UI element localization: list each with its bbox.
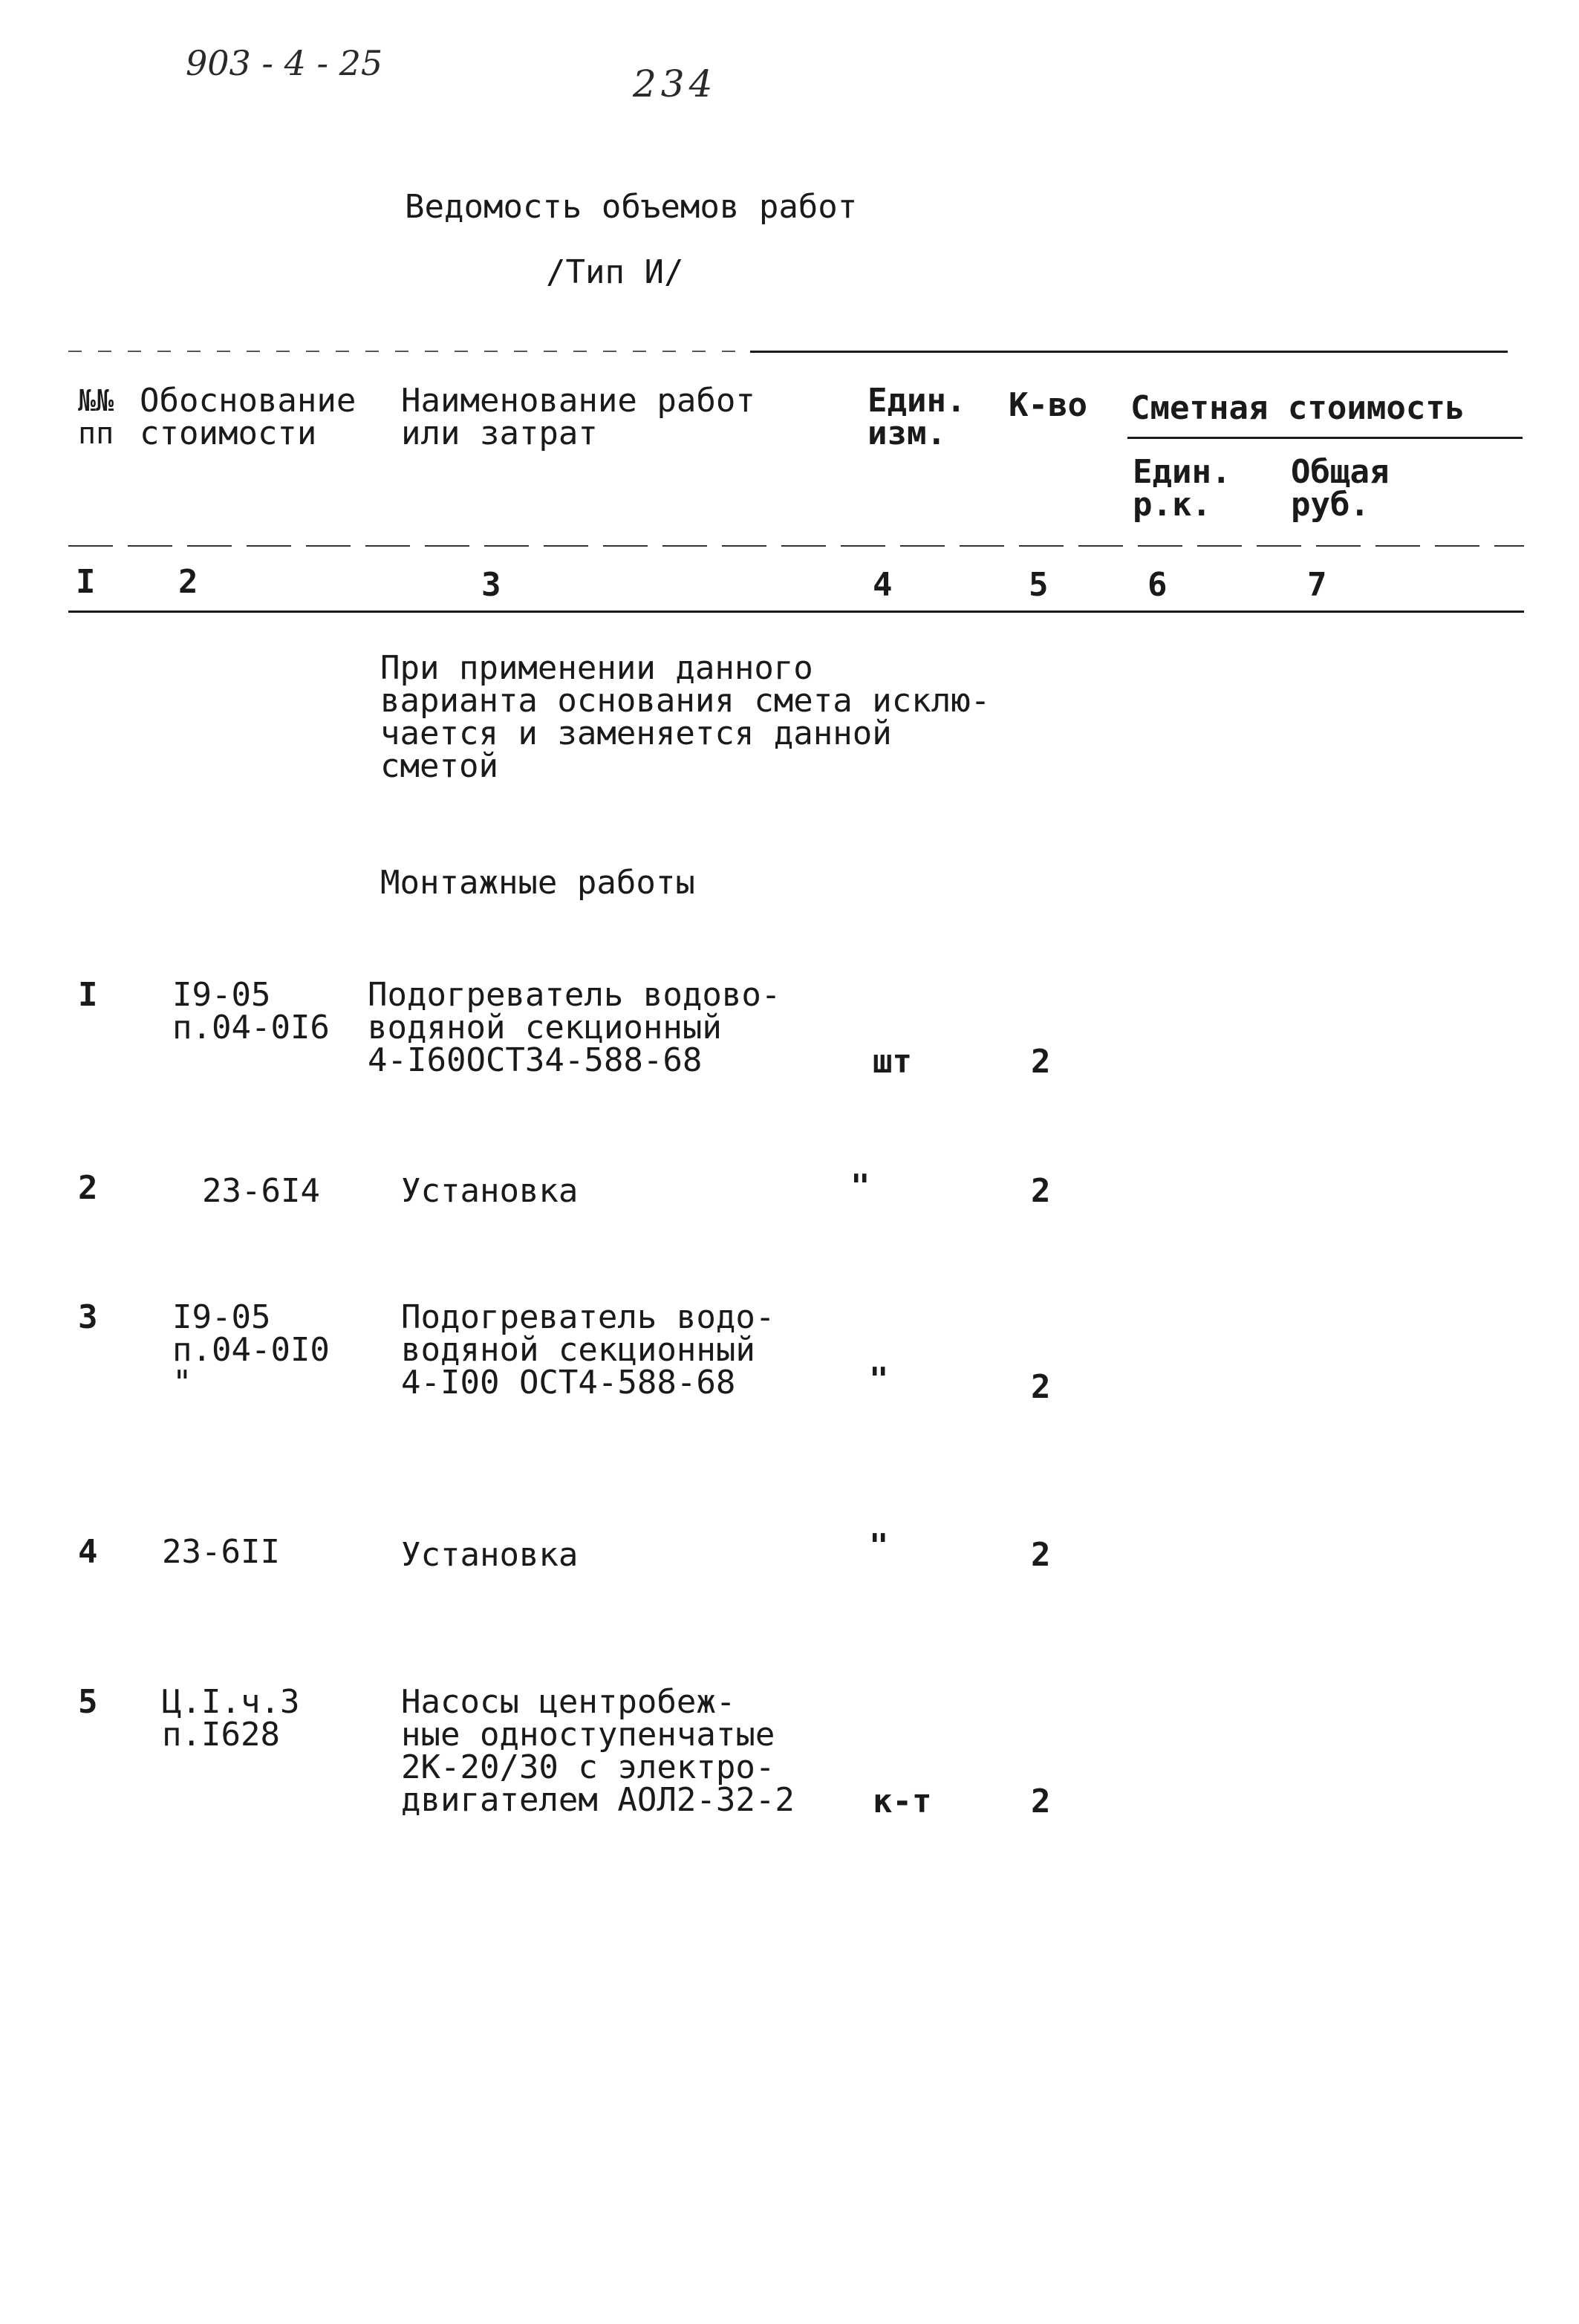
row-2-name: Установка [401,1172,579,1210]
note-text: При применении данного варианта основания смета исклю- чается и заменяется данной сметой [380,649,991,785]
column-numbers-top-rule [68,545,1524,547]
header-col-number: №№ пп [78,384,114,451]
row-4-name: Установка [401,1536,579,1574]
row-5-basis: Ц.I.ч.3 п.I628 [162,1683,300,1754]
row-1-unit: шт [873,1043,912,1081]
row-5-unit: к-т [873,1783,932,1820]
header-cost-group-rule [1127,437,1523,439]
row-4-qty: 2 [1031,1536,1051,1574]
row-1-qty: 2 [1031,1043,1051,1081]
header-col-unit: Един. изм. [867,382,966,452]
header-col-cost-group: Сметная стоимость [1130,389,1465,427]
column-number-4: 4 [873,566,893,604]
row-5-qty: 2 [1031,1783,1051,1820]
row-4-number: 4 [78,1533,98,1571]
row-3-number: 3 [78,1298,98,1336]
column-number-1: I [76,563,96,601]
row-5-number: 5 [78,1683,98,1721]
section-title: Монтажные работы [380,864,695,902]
header-top-rule-dashed [68,351,737,352]
row-3-basis: I9-05 п.04-0I0 " [172,1298,330,1402]
column-number-7: 7 [1307,566,1327,604]
header-col-unit-price: Един. р.к. [1133,453,1231,524]
row-2-unit: " [850,1168,870,1205]
page-number: 234 [633,62,717,105]
row-1-name: Подогреватель водово- водяной секционный 4-I60ОСТ34-588-68 [368,976,781,1079]
column-number-5: 5 [1029,566,1049,604]
header-top-rule [750,351,1508,353]
row-4-basis: 23-6II [162,1533,280,1571]
header-col-name: Наименование работ или затрат [401,382,755,452]
header-col-qty: К-во [1009,386,1087,424]
row-2-qty: 2 [1031,1172,1051,1210]
row-5-name: Насосы центробеж- ные одноступенчатые 2К-20/30 с электро- двигателем АОЛ2-32-2 [401,1683,795,1819]
row-1-number: I [78,976,98,1014]
row-2-basis: 23-6I4 [202,1172,320,1210]
column-number-3: 3 [481,566,501,604]
archive-code: 903 - 4 - 25 [186,43,383,83]
column-numbers-bottom-rule [68,611,1524,613]
document-title: Ведомость объемов работ [405,188,858,226]
header-col-total: Общая руб. [1291,453,1390,524]
column-number-2: 2 [178,563,198,601]
column-number-6: 6 [1147,566,1168,604]
row-3-qty: 2 [1031,1368,1051,1406]
header-col-basis: Обоснование стоимости [140,382,357,452]
row-1-basis: I9-05 п.04-0I6 [172,976,330,1047]
row-3-name: Подогреватель водо- водяной секционный 4-I00 ОСТ4-588-68 [401,1298,775,1402]
document-subtitle: /Тип И/ [546,253,684,291]
row-3-unit: " [869,1361,889,1399]
row-2-number: 2 [78,1169,98,1207]
row-4-unit: " [869,1527,889,1565]
